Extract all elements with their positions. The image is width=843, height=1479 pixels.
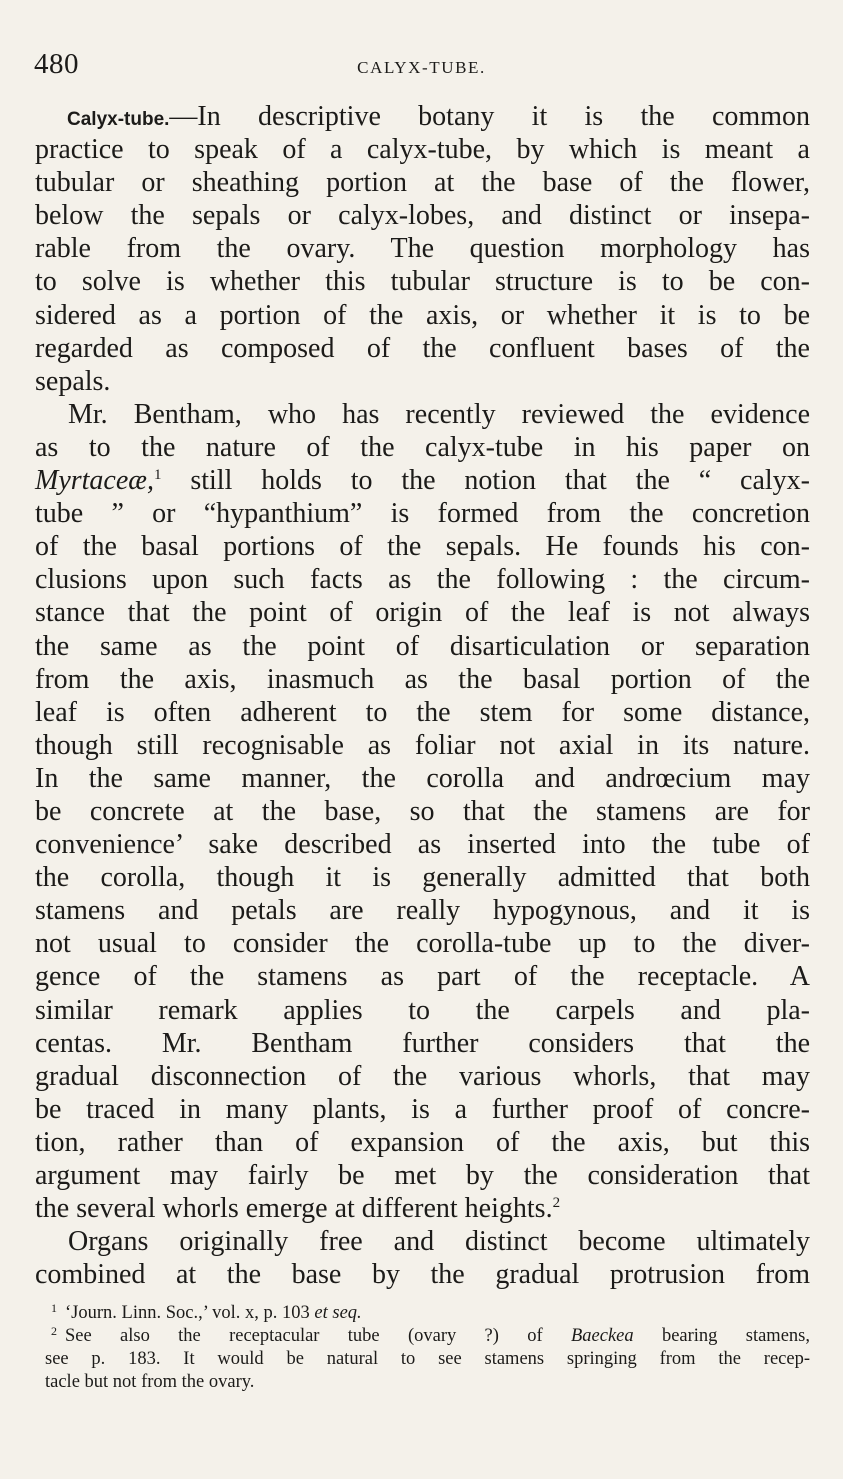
text-line [35, 1192, 810, 1225]
text-line: regarded as composed of the confluent bases of the [35, 332, 810, 364]
text-line: stamens and petals are really hypogynous, and it is [35, 895, 810, 927]
text-run: still holds to the notion that the “ calyx- [190, 465, 810, 497]
section-lead: Calyx-tube. [67, 109, 170, 130]
running-head: CALYX-TUBE. [357, 58, 486, 77]
footnote-2-line: tacle but not from the ovary. [45, 1372, 255, 1392]
text-line: leaf is often adherent to the stem for some distance, [35, 696, 810, 728]
text-line: centas. Mr. Bentham further considers that the [35, 1027, 810, 1059]
text-line: combined at the base by the gradual protrusion from [35, 1259, 810, 1291]
footnote-ref-1[interactable]: 1 [153, 467, 162, 484]
footnote-1 [45, 1302, 810, 1325]
footnote-text: See also the receptacular tube (ovary ?) of [65, 1326, 571, 1346]
text-line: gence of the stamens as part of the receptacle. A [35, 961, 810, 993]
footnote-2 [45, 1325, 810, 1348]
text-line [35, 100, 810, 133]
body-text [35, 100, 810, 1291]
text-line: of the basal portions of the sepals. He founds his con- [35, 531, 810, 563]
text-line: be traced in many plants, is a further proof of concre- [35, 1093, 810, 1125]
text-line: Organs originally free and distinct become ultimately [68, 1226, 810, 1258]
text-line [35, 464, 810, 497]
text-line: rable from the ovary. The question morphology has [35, 233, 810, 265]
text-line: not usual to consider the corolla-tube up to the diver- [35, 928, 810, 960]
text-line: sepals. [35, 365, 111, 397]
page-number: 480 [34, 48, 79, 80]
footnote-2-line: see p. 183. It would be natural to see stamens springing from the recep- [45, 1349, 810, 1369]
text-line: similar remark applies to the carpels and pla- [35, 994, 810, 1026]
text-line: as to the nature of the calyx-tube in his paper on [35, 431, 810, 463]
taxon-name: Myrtaceæ, [35, 465, 154, 497]
text-line: tubular or sheathing portion at the base of the flower, [35, 167, 810, 199]
text-run: —In descriptive botany it is the common [169, 101, 810, 132]
text-line: from the axis, inasmuch as the basal portion of the [35, 663, 810, 695]
text-line: though still recognisable as foliar not axial in its nature. [35, 729, 810, 761]
text-line: convenience’ sake described as inserted into the tube of [35, 829, 810, 861]
text-line: below the sepals or calyx-lobes, and distinct or insepa- [35, 200, 810, 232]
text-line: sidered as a portion of the axis, or whether it is to be [35, 299, 810, 331]
footnotes [45, 1302, 810, 1394]
footnote-ref-2[interactable]: 2 [552, 1195, 561, 1212]
footnote-mark: 2 [51, 1324, 57, 1338]
text-line: clusions upon such facts as the following : the circum- [35, 564, 810, 596]
text-line: the same as the point of disarticulation or separation [35, 630, 810, 662]
text-line: stance that the point of origin of the leaf is not always [35, 597, 810, 629]
text-line: be concrete at the base, so that the stamens are for [35, 795, 810, 827]
text-line: Mr. Bentham, who has recently reviewed the evidence [68, 398, 810, 430]
text-line: tube ” or “hypanthium” is formed from the concretion [35, 498, 810, 530]
text-line: the corolla, though it is generally admitted that both [35, 862, 810, 894]
footnote-italic: et seq. [314, 1303, 362, 1323]
text-line: to solve is whether this tubular structure is to be con- [35, 266, 810, 298]
footnote-text: bearing stamens, [633, 1326, 810, 1346]
text-line: practice to speak of a calyx-tube, by which is meant a [35, 134, 810, 166]
text-line: gradual disconnection of the various whorls, that may [35, 1060, 810, 1092]
footnote-mark: 1 [51, 1301, 57, 1315]
page-header [34, 44, 809, 84]
text-run: the several whorls emerge at different heights. [35, 1193, 553, 1225]
text-line: argument may fairly be met by the consideration that [35, 1160, 810, 1191]
text-line: tion, rather than of expansion of the axis, but this [35, 1126, 810, 1158]
footnote-italic: Baeckea [570, 1326, 634, 1346]
text-line: In the same manner, the corolla and andrœcium may [35, 762, 810, 794]
footnote-text: ‘Journ. Linn. Soc.,’ vol. x, p. 103 [65, 1303, 315, 1323]
